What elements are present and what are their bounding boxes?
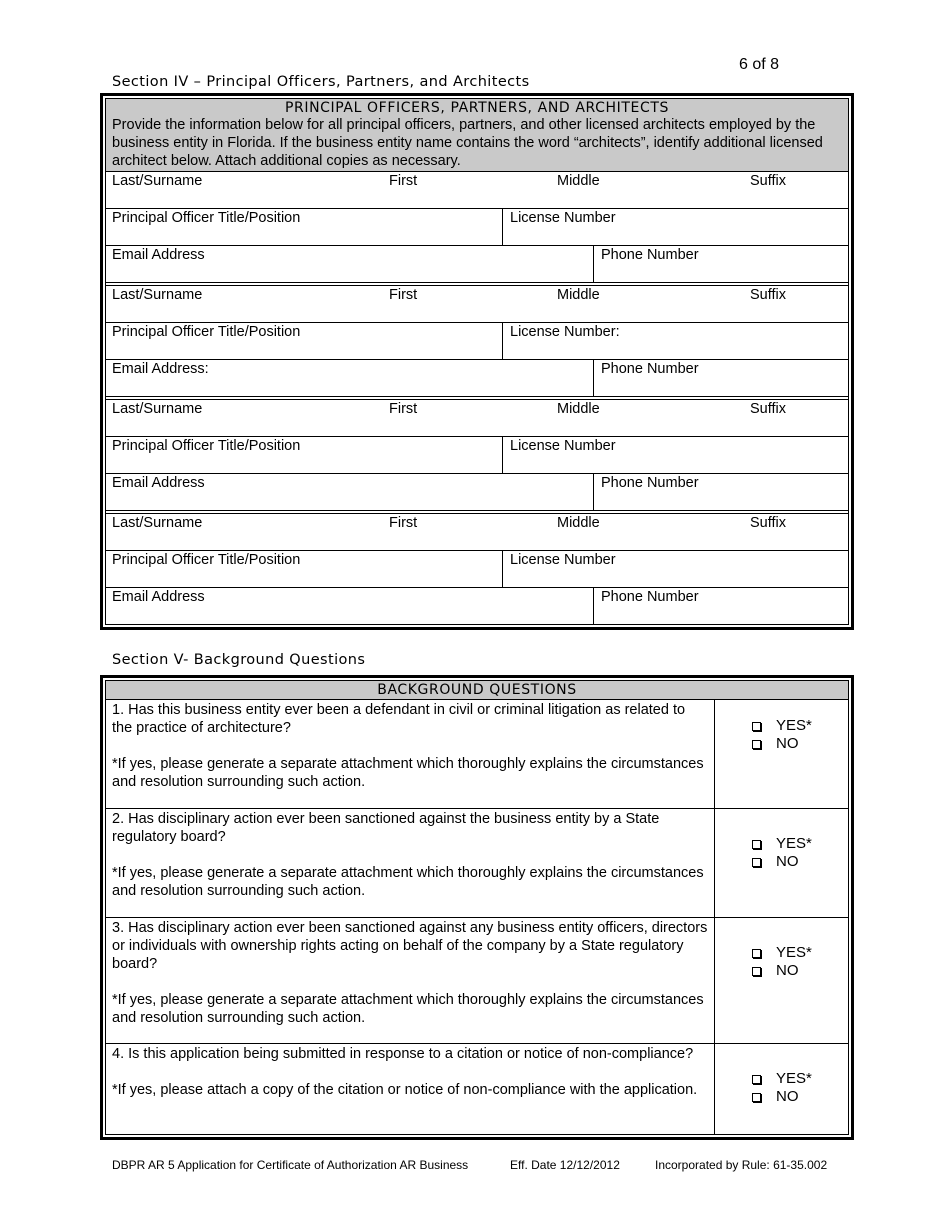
no-option[interactable]	[752, 1088, 848, 1106]
phone-label: Phone Number	[601, 361, 699, 377]
yes-checkbox[interactable]	[752, 722, 761, 731]
no-option[interactable]	[752, 735, 848, 753]
no-option[interactable]	[752, 853, 848, 871]
background-questions-header	[106, 681, 848, 700]
middle-name-label: Middle	[557, 515, 600, 531]
email-phone-row	[106, 360, 848, 400]
license-field[interactable]	[502, 209, 848, 245]
suffix-label: Suffix	[750, 173, 787, 189]
question-text: 3. Has disciplinary action ever been sanctioned against any business entity officers, directors or individuals with ownership rights acting on behalf of the company by a State regulatory board?	[112, 920, 708, 972]
section-5-title: Section V- Background Questions	[112, 652, 366, 668]
name-row[interactable]	[106, 172, 848, 209]
answer-options	[715, 809, 848, 917]
yes-label: YES*	[776, 1070, 812, 1087]
title-field[interactable]	[106, 209, 502, 245]
title-label: Principal Officer Title/Position	[112, 324, 301, 340]
footer-effective-date: Eff. Date 12/12/2012	[510, 1158, 620, 1172]
phone-label: Phone Number	[601, 475, 699, 491]
title-field[interactable]	[106, 437, 502, 473]
first-name-label: First	[389, 515, 418, 531]
email-phone-row	[106, 246, 848, 286]
no-label: NO	[776, 1088, 799, 1105]
suffix-label: Suffix	[750, 515, 787, 531]
title-label: Principal Officer Title/Position	[112, 210, 301, 226]
question-text: 2. Has disciplinary action ever been sanctioned against the business entity by a State regulatory board?	[112, 811, 660, 845]
license-label: License Number	[510, 552, 616, 568]
last-name-label: Last/Surname	[112, 515, 203, 531]
phone-field[interactable]	[593, 588, 848, 624]
license-label: License Number:	[510, 324, 620, 340]
license-field[interactable]	[502, 323, 848, 359]
title-license-row	[106, 437, 848, 474]
email-label: Email Address	[112, 589, 205, 605]
question-text-cell	[106, 918, 715, 1043]
name-row[interactable]	[106, 514, 848, 551]
title-license-row	[106, 323, 848, 360]
email-phone-row	[106, 588, 848, 624]
background-questions-heading: BACKGROUND QUESTIONS	[377, 682, 577, 698]
license-label: License Number	[510, 210, 616, 226]
answer-options	[715, 700, 848, 808]
yes-label: YES*	[776, 835, 812, 852]
background-questions-table	[100, 675, 854, 1140]
question-text-cell	[106, 700, 715, 808]
yes-option[interactable]	[752, 1070, 848, 1088]
no-checkbox[interactable]	[752, 858, 761, 867]
email-field[interactable]	[106, 588, 593, 624]
yes-option[interactable]	[752, 717, 848, 735]
question-text: 1. Has this business entity ever been a defendant in civil or criminal litigation as related to the practice of architecture?	[112, 702, 686, 736]
principal-officers-instructions: Provide the information below for all principal officers, partners, and other licensed architects employed by the business entity in Florida. If the business entity name contains the word “architects”, identify additional licensed architect below. Attach additional copies as necessary.	[112, 117, 823, 169]
last-name-label: Last/Surname	[112, 287, 203, 303]
email-field[interactable]	[106, 474, 593, 510]
title-label: Principal Officer Title/Position	[112, 552, 301, 568]
phone-field[interactable]	[593, 474, 848, 510]
license-field[interactable]	[502, 551, 848, 587]
question-row-2	[106, 809, 848, 918]
middle-name-label: Middle	[557, 401, 600, 417]
phone-label: Phone Number	[601, 247, 699, 263]
email-label: Email Address	[112, 247, 205, 263]
question-text: 4. Is this application being submitted in response to a citation or notice of non-compliance?	[112, 1046, 694, 1062]
phone-label: Phone Number	[601, 589, 699, 605]
officer-block-1	[106, 172, 848, 286]
phone-field[interactable]	[593, 246, 848, 282]
phone-field[interactable]	[593, 360, 848, 396]
yes-label: YES*	[776, 717, 812, 734]
footer-form-name: DBPR AR 5 Application for Certificate of Authorization AR Business	[112, 1158, 469, 1172]
question-row-4	[106, 1044, 848, 1134]
title-field[interactable]	[106, 551, 502, 587]
name-row[interactable]	[106, 400, 848, 437]
officer-block-2	[106, 286, 848, 400]
email-label: Email Address	[112, 475, 205, 491]
middle-name-label: Middle	[557, 173, 600, 189]
no-label: NO	[776, 853, 799, 870]
footer-rule: Incorporated by Rule: 61-35.002	[655, 1158, 828, 1172]
answer-options	[715, 918, 848, 1043]
no-checkbox[interactable]	[752, 1093, 761, 1102]
principal-officers-heading: PRINCIPAL OFFICERS, PARTNERS, AND ARCHITECTS	[285, 100, 669, 116]
no-option[interactable]	[752, 962, 848, 980]
principal-officers-header	[106, 99, 848, 172]
yes-option[interactable]	[752, 944, 848, 962]
question-note: *If yes, please attach a copy of the citation or notice of non-compliance with the application.	[112, 1082, 698, 1098]
name-row[interactable]	[106, 286, 848, 323]
title-license-row	[106, 209, 848, 246]
officer-block-4	[106, 514, 848, 624]
suffix-label: Suffix	[750, 401, 787, 417]
question-row-1	[106, 700, 848, 809]
middle-name-label: Middle	[557, 287, 600, 303]
principal-officers-table	[100, 93, 854, 630]
yes-checkbox[interactable]	[752, 949, 761, 958]
yes-label: YES*	[776, 944, 812, 961]
license-field[interactable]	[502, 437, 848, 473]
last-name-label: Last/Surname	[112, 401, 203, 417]
no-checkbox[interactable]	[752, 740, 761, 749]
question-note: *If yes, please generate a separate attachment which thoroughly explains the circumstances and resolution surrounding such action.	[112, 865, 704, 899]
first-name-label: First	[389, 401, 418, 417]
title-field[interactable]	[106, 323, 502, 359]
question-row-3	[106, 918, 848, 1044]
yes-option[interactable]	[752, 835, 848, 853]
question-text-cell	[106, 809, 715, 917]
officer-block-3	[106, 400, 848, 514]
yes-checkbox[interactable]	[752, 1075, 761, 1084]
title-label: Principal Officer Title/Position	[112, 438, 301, 454]
question-note: *If yes, please generate a separate attachment which thoroughly explains the circumstances and resolution surrounding such action.	[112, 992, 704, 1026]
email-label: Email Address:	[112, 361, 209, 377]
email-field[interactable]	[106, 360, 593, 396]
last-name-label: Last/Surname	[112, 173, 203, 189]
suffix-label: Suffix	[750, 287, 787, 303]
yes-checkbox[interactable]	[752, 840, 761, 849]
page-number: 6 of 8	[739, 56, 780, 73]
question-text-cell	[106, 1044, 715, 1134]
section-4-title: Section IV – Principal Officers, Partners, and Architects	[112, 74, 530, 90]
no-label: NO	[776, 735, 799, 752]
first-name-label: First	[389, 173, 418, 189]
answer-options	[715, 1044, 848, 1134]
first-name-label: First	[389, 287, 418, 303]
email-phone-row	[106, 474, 848, 514]
no-label: NO	[776, 962, 799, 979]
title-license-row	[106, 551, 848, 588]
no-checkbox[interactable]	[752, 967, 761, 976]
license-label: License Number	[510, 438, 616, 454]
question-note: *If yes, please generate a separate attachment which thoroughly explains the circumstances and resolution surrounding such action.	[112, 756, 704, 790]
email-field[interactable]	[106, 246, 593, 282]
